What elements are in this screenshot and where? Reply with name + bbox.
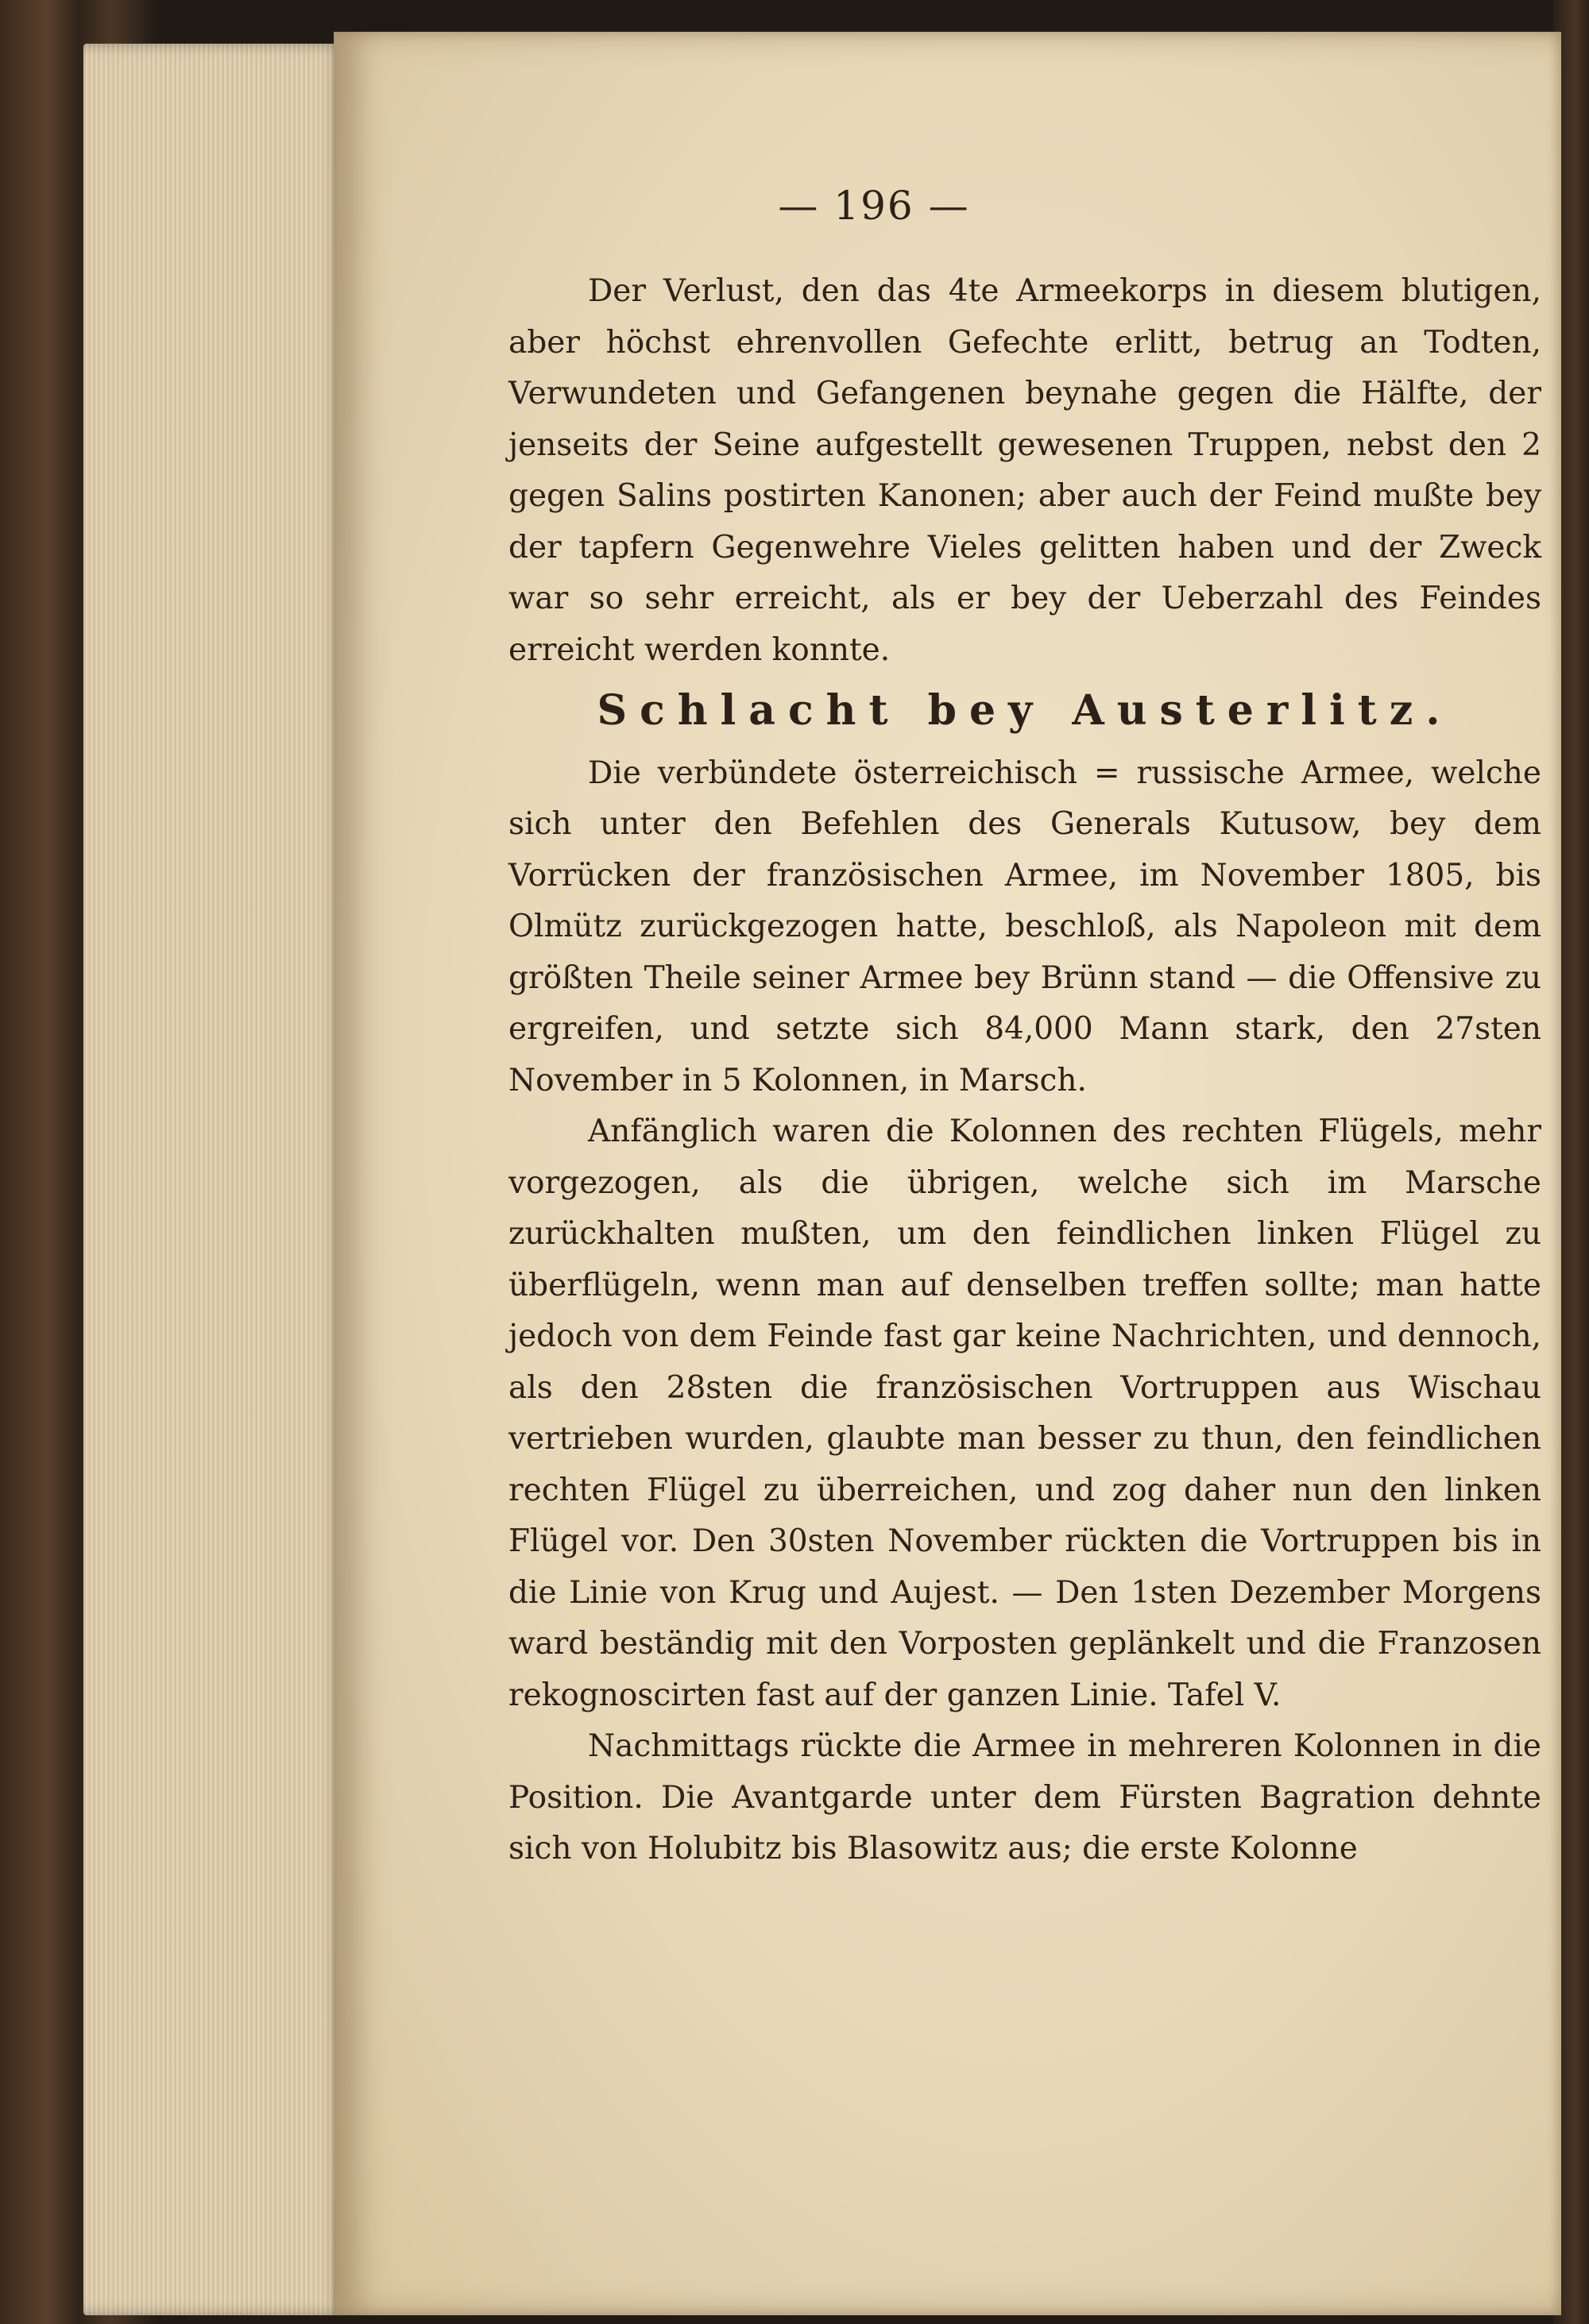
section-heading: Schlacht bey Austerlitz. [597,686,1453,735]
page-block-edges [83,44,346,2315]
paragraph-4: Nachmittags rückte die Armee in mehreren Kolonnen in die Position. Die Avantgarde unter dem Fürsten Bagration dehnte sich von Holubitz bis Blasowitz aus; die erste Kolonne [508,1728,1541,1867]
page-number: — 196 — [778,183,970,229]
paragraph-3: Anfänglich waren die Kolonnen des rechten Flügels, mehr vorgezogen, als die übrigen, welche sich im Marsche zurückhalten mußten, um den feindlichen linken Flügel zu überflügeln, wenn man auf denselben treffen sollte; man hatte jedoch von dem Feinde fast gar keine Nachrichten, und dennoch, als den 28sten die französischen Vortruppen aus Wischau vertrieben wurden, glaubte man besser zu thun, den feindlichen rechten Flügel zu überreichen, und zog daher nun den linken Flügel vor. Den 30sten November rückten die Vortruppen bis in die Linie von Krug und Aujest. — Den 1sten Dezember Morgens ward beständig mit den Vorposten geplänkelt und die Franzosen rekognoscirten fast auf der ganzen Linie. Tafel V. [508,1114,1541,1713]
paragraph-2: Die verbündete österreichisch = russische Armee, welche sich unter den Befehlen des Generals Kutusow, bey dem Vorrücken der französischen Armee, im November 1805, bis Olmütz zurückgezogen hatte, beschloß, als Napoleon mit dem größten Theile seiner Armee bey Brünn stand — die Offensive zu ergreifen, und setzte sich 84,000 Mann stark, den 27sten November in 5 Kolonnen, in Marsch. [508,755,1541,1098]
paragraph-1: Der Verlust, den das 4te Armeekorps in diesem blutigen, aber höchst ehrenvollen Gefechte erlitt, betrug an Todten, Verwundeten und Gefangenen beynahe gegen die Hälfte, der jenseits der Seine aufgestellt gewesenen Truppen, nebst den 2 gegen Salins postirten Kanonen; aber auch der Feind mußte bey der tapfern Gegenwehre Vieles gelitten haben und der Zweck war so sehr erreicht, als er bey der Ueberzahl des Feindes erreicht werden konnte. [508,273,1541,668]
page-text [508,266,1541,1875]
